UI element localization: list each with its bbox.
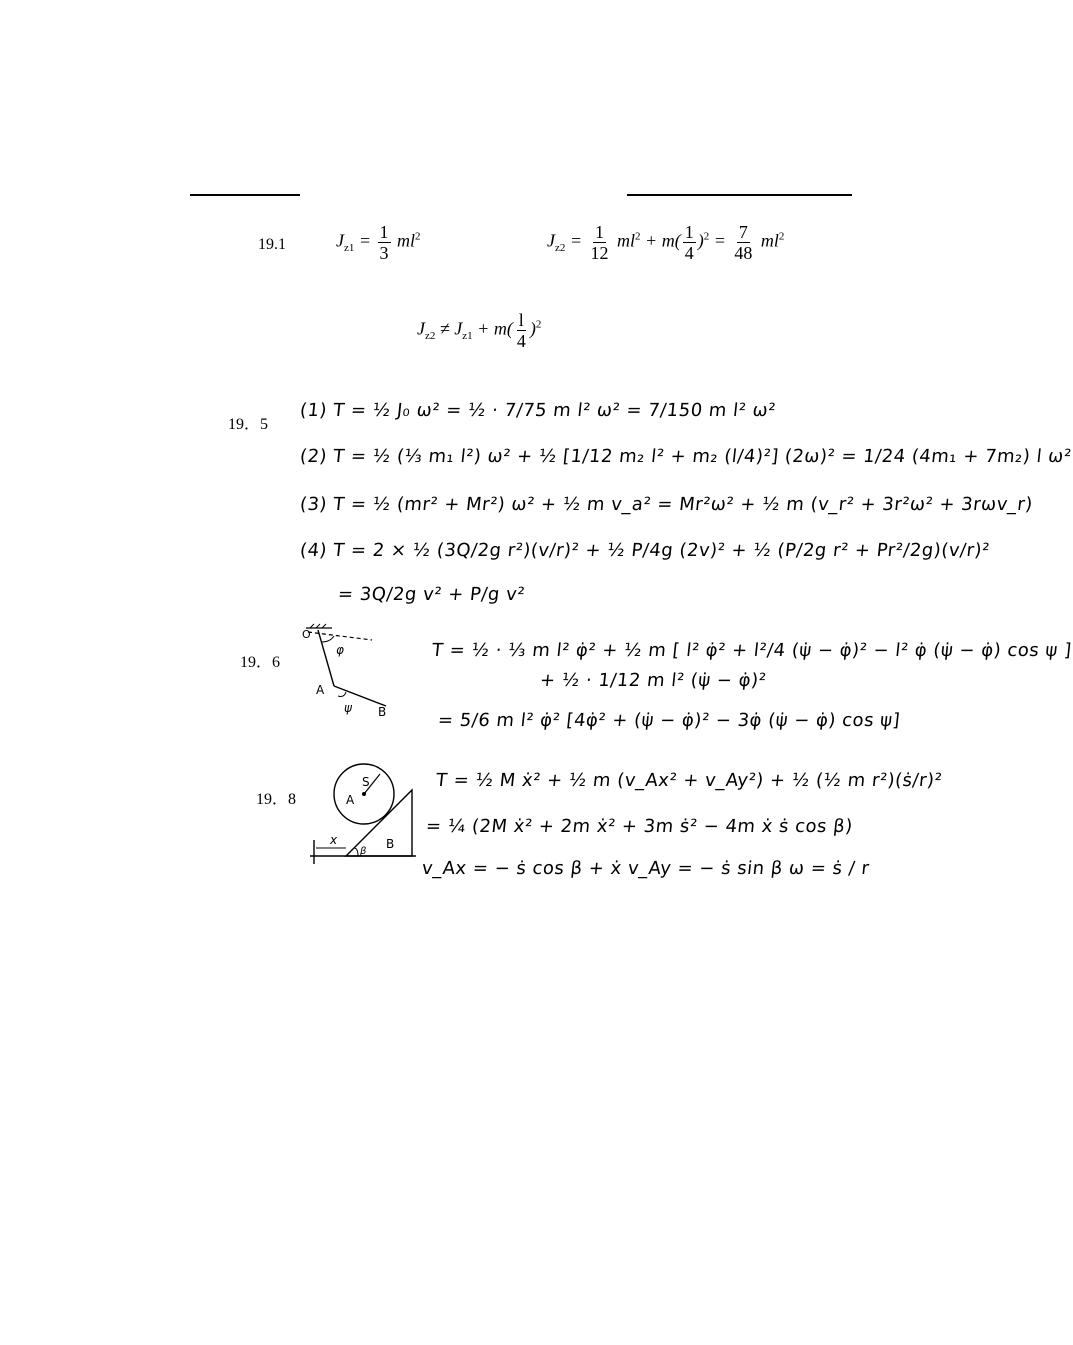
problem-19-6-label: 19．6 (240, 654, 281, 671)
wedge-b-label: B (386, 837, 395, 851)
equation-jz1: $J_{z1}$ = $\frac{1}{3}$ $ml^2$ (336, 222, 421, 263)
handwritten-line-19-6-2: + ½ · 1/12 m l² (ψ̇ − φ̇)² (538, 670, 768, 691)
handwritten-line-19-8-2: = ¼ (2M ẋ² + 2m ẋ² + 3m ṡ² − 4m ẋ ṡ cos β) (424, 816, 854, 837)
point-o-label: O (302, 628, 311, 641)
psi-label: ψ (344, 701, 352, 715)
equation-jz2: $J_{z2}$ = $\frac{1}{12}$ $ml^2 + m$( $\frac{1}{4}$ )$^2$ = $\frac{7}{48}$ $ml^2$ (547, 222, 785, 263)
problem-19-8-label: 19．8 (256, 791, 297, 808)
point-a-label: A (316, 683, 325, 697)
handwritten-line-19-6-1: T = ½ · ⅓ m l² φ̇² + ½ m [ l² φ̇² + l²/4 (ψ̇ − φ̇)² − l² φ̇ (ψ̇ − φ̇) cos ψ ] (430, 640, 1073, 661)
s-label: S (362, 775, 370, 789)
fraction-one-twelfth: $\frac{1}{12}$ (590, 222, 609, 263)
header-rule-left (190, 194, 300, 196)
header-rule-right (627, 194, 852, 196)
equation-jz2-inequality: $J_{z2} \ne J_{z1} + m$( $\frac{l}{4}$ )$^2$ (417, 310, 542, 351)
problem-19-1-label: 19.1 (258, 236, 286, 253)
handwritten-line-19-5-5: = 3Q/2g v² + P/g v² (336, 584, 527, 605)
term-ml: ml (397, 230, 416, 251)
handwritten-line-19-5-4: (4) T = 2 × ½ (3Q/2g r²)(v/r)² + ½ P/4g (2v)² + ½ (P/2g r² + Pr²/2g)(v/r)² (298, 540, 991, 561)
pendulum-figure (300, 624, 400, 720)
handwritten-line-19-8-1: T = ½ M ẋ² + ½ m (v_Ax² + v_Ay²) + ½ (½ m r²)(ṡ/r)² (434, 770, 944, 791)
fraction-seven-48ths: $\frac{7}{48}$ (734, 222, 753, 263)
phi-label: φ (336, 643, 344, 657)
handwritten-line-19-6-3: = 5/6 m l² φ̇² [4φ̇² + (ψ̇ − φ̇)² − 3φ̇ (ψ̇ − φ̇) cos ψ] (436, 710, 902, 731)
handwritten-line-19-8-3: v_Ax = − ṡ cos β + ẋ v_Ay = − ṡ sin β ω = ṡ / r (420, 858, 871, 879)
handwritten-line-19-5-3: (3) T = ½ (mr² + Mr²) ω² + ½ m v_a² = Mr²ω² + ½ m (v_r² + 3r²ω² + 3rωv_r) (298, 494, 1034, 515)
angle-phi-arc (322, 636, 334, 642)
subscript-z1: z1 (344, 242, 355, 255)
not-equal-sign: ≠ (439, 318, 450, 339)
angle-psi-arc (338, 692, 346, 697)
disk-a-label: A (346, 793, 355, 807)
cylinder-wedge-figure (306, 760, 426, 870)
fraction-one-third: $\frac{1}{3}$ (379, 222, 389, 263)
horizontal-reference-line (308, 632, 372, 640)
beta-label: β (360, 846, 367, 857)
symbol-j: J (336, 230, 344, 251)
angle-beta-arc (354, 848, 358, 856)
x-label: x (330, 833, 338, 847)
handwritten-line-19-5-2: (2) T = ½ (⅓ m₁ l²) ω² + ½ [1/12 m₂ l² + m₂ (l/4)²] (2ω)² = 1/24 (4m₁ + 7m₂) l ω² (298, 446, 1073, 467)
fraction-l-over-4: $\frac{l}{4}$ (516, 310, 526, 351)
equals-sign: = (358, 230, 376, 251)
point-b-label: B (378, 705, 387, 719)
problem-19-5-label: 19．5 (228, 416, 269, 433)
handwritten-line-19-5-1: (1) T = ½ J₀ ω² = ½ · 7/75 m l² ω² = 7/150 m l² ω² (298, 400, 777, 421)
fraction-one-fourth: $\frac{1}{4}$ (684, 222, 694, 263)
